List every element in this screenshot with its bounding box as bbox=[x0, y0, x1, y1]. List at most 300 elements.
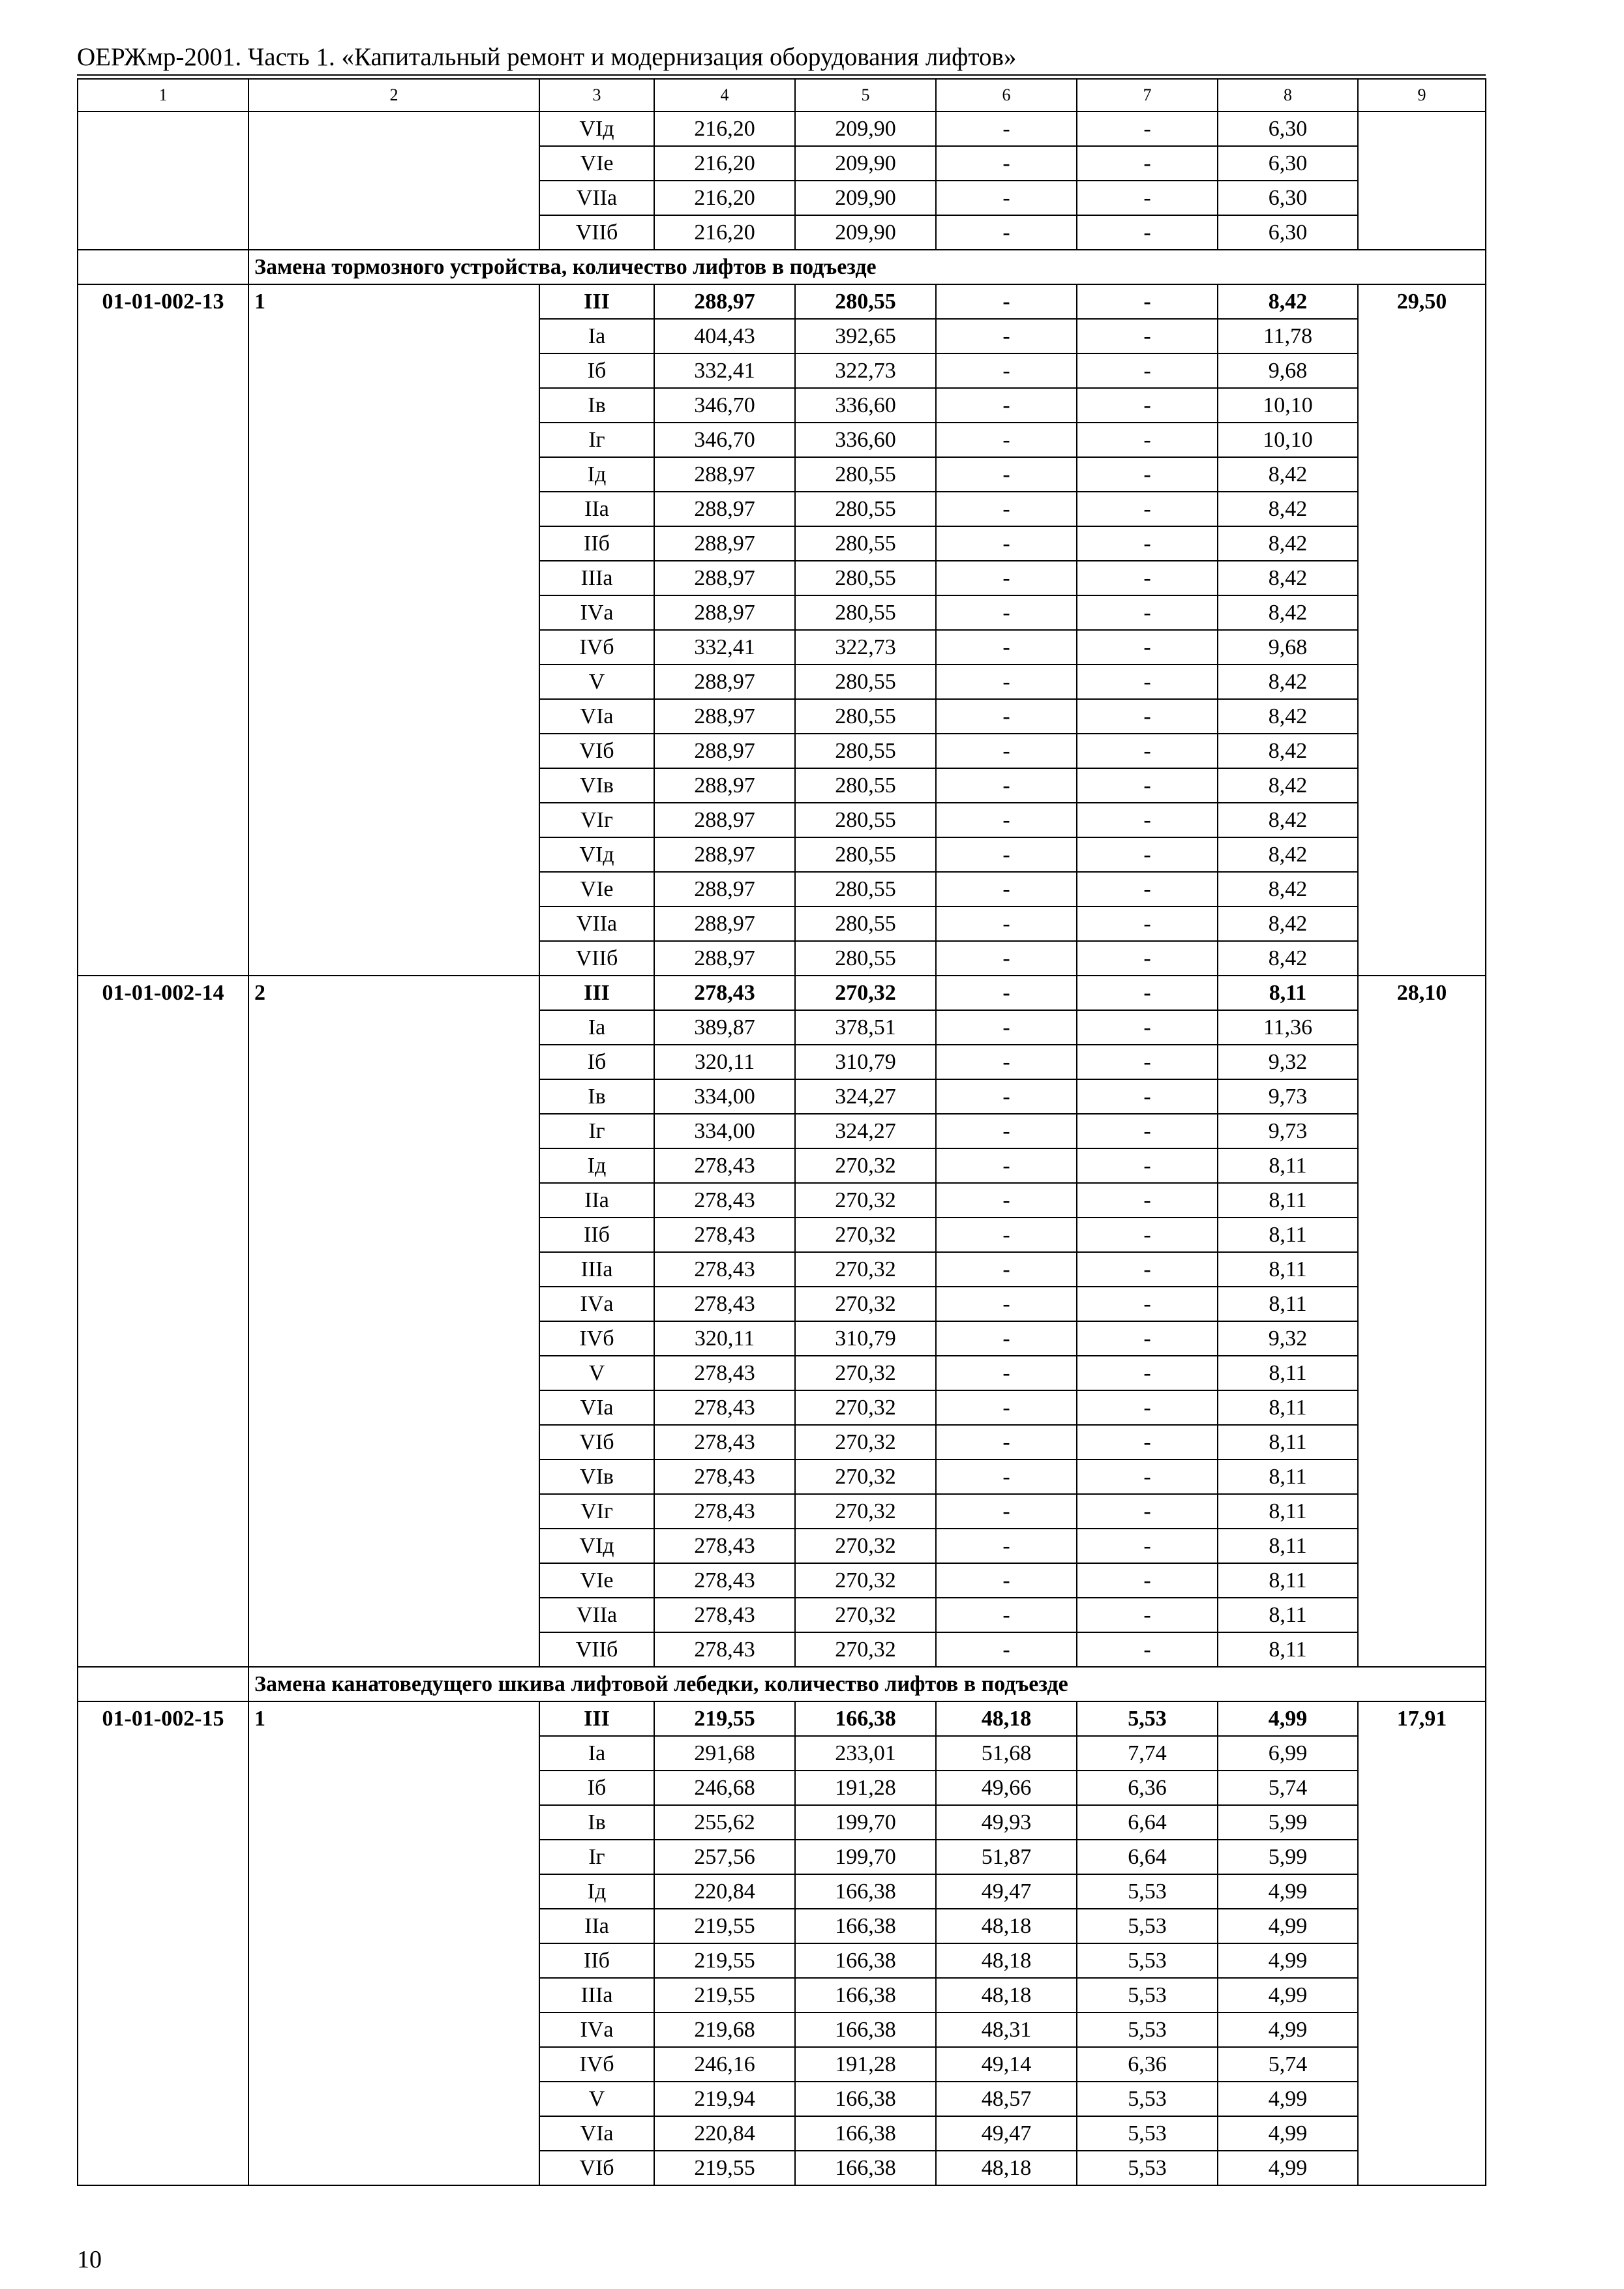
materials-cell: 8,11 bbox=[1218, 1356, 1358, 1390]
zone-cell: Iб bbox=[539, 1771, 654, 1805]
direct-cost-cell: 278,43 bbox=[654, 1183, 795, 1218]
table-body bbox=[78, 79, 1486, 2185]
direct-cost-cell: 278,43 bbox=[654, 1425, 795, 1459]
wage-cell: 166,38 bbox=[795, 1701, 936, 1736]
column-number-cell: 9 bbox=[1358, 79, 1486, 112]
machinist-wage-cell: - bbox=[1077, 284, 1218, 319]
wage-cell: 199,70 bbox=[795, 1805, 936, 1840]
machinist-wage-cell: 5,53 bbox=[1077, 1978, 1218, 2012]
lift-count-cell: 1 bbox=[248, 1701, 539, 2185]
direct-cost-cell: 346,70 bbox=[654, 423, 795, 457]
materials-cell: 5,74 bbox=[1218, 2047, 1358, 2082]
zone-cell: IIа bbox=[539, 1909, 654, 1943]
zone-cell: Iд bbox=[539, 1148, 654, 1183]
direct-cost-cell: 288,97 bbox=[654, 699, 795, 734]
machine-cost-cell: - bbox=[936, 630, 1077, 665]
column-number-cell: 8 bbox=[1218, 79, 1358, 112]
wage-cell: 280,55 bbox=[795, 492, 936, 526]
zone-cell: Iа bbox=[539, 1010, 654, 1045]
price-table-container bbox=[77, 78, 1486, 2186]
machinist-wage-cell: - bbox=[1077, 1321, 1218, 1356]
zone-cell: VIб bbox=[539, 1425, 654, 1459]
materials-cell: 8,11 bbox=[1218, 1183, 1358, 1218]
wage-cell: 378,51 bbox=[795, 1010, 936, 1045]
direct-cost-cell: 288,97 bbox=[654, 284, 795, 319]
direct-cost-cell: 219,55 bbox=[654, 1943, 795, 1978]
machine-cost-cell: 48,18 bbox=[936, 1909, 1077, 1943]
direct-cost-cell: 219,94 bbox=[654, 2082, 795, 2116]
materials-cell: 8,11 bbox=[1218, 1390, 1358, 1425]
header-rule bbox=[77, 74, 1486, 76]
wage-cell: 310,79 bbox=[795, 1321, 936, 1356]
zone-cell: Iа bbox=[539, 319, 654, 353]
wage-cell: 324,27 bbox=[795, 1114, 936, 1148]
machine-cost-cell: 48,18 bbox=[936, 2151, 1077, 2185]
zone-cell: VIIб bbox=[539, 941, 654, 976]
machine-cost-cell: - bbox=[936, 1045, 1077, 1079]
direct-cost-cell: 288,97 bbox=[654, 492, 795, 526]
machinist-wage-cell: - bbox=[1077, 595, 1218, 630]
materials-cell: 6,99 bbox=[1218, 1736, 1358, 1771]
wage-cell: 166,38 bbox=[795, 2116, 936, 2151]
direct-cost-cell: 257,56 bbox=[654, 1840, 795, 1874]
machinist-wage-cell: - bbox=[1077, 803, 1218, 837]
materials-cell: 6,30 bbox=[1218, 146, 1358, 181]
machine-cost-cell: 49,47 bbox=[936, 1874, 1077, 1909]
zone-cell: III bbox=[539, 1701, 654, 1736]
zone-cell: VIIб bbox=[539, 215, 654, 250]
labor-total-cell: 29,50 bbox=[1358, 284, 1486, 976]
wage-cell: 166,38 bbox=[795, 2012, 936, 2047]
price-table bbox=[77, 78, 1486, 2186]
machine-cost-cell: - bbox=[936, 768, 1077, 803]
machinist-wage-cell: - bbox=[1077, 1252, 1218, 1287]
machine-cost-cell: - bbox=[936, 1218, 1077, 1252]
direct-cost-cell: 288,97 bbox=[654, 837, 795, 872]
rate-code-cell: 01-01-002-15 bbox=[78, 1701, 248, 2185]
labor-total-cell: 28,10 bbox=[1358, 976, 1486, 1667]
machine-cost-cell: - bbox=[936, 319, 1077, 353]
machine-cost-cell: - bbox=[936, 388, 1077, 423]
wage-cell: 270,32 bbox=[795, 1183, 936, 1218]
machinist-wage-cell: - bbox=[1077, 526, 1218, 561]
materials-cell: 9,32 bbox=[1218, 1045, 1358, 1079]
direct-cost-cell: 219,55 bbox=[654, 1909, 795, 1943]
materials-cell: 4,99 bbox=[1218, 2116, 1358, 2151]
machine-cost-cell: - bbox=[936, 699, 1077, 734]
materials-cell: 11,36 bbox=[1218, 1010, 1358, 1045]
machinist-wage-cell: - bbox=[1077, 1356, 1218, 1390]
machine-cost-cell: 49,66 bbox=[936, 1771, 1077, 1805]
machinist-wage-cell: - bbox=[1077, 319, 1218, 353]
machinist-wage-cell: - bbox=[1077, 457, 1218, 492]
materials-cell: 8,42 bbox=[1218, 872, 1358, 906]
zone-cell: IIа bbox=[539, 1183, 654, 1218]
column-number-cell: 7 bbox=[1077, 79, 1218, 112]
zone-cell: VIг bbox=[539, 803, 654, 837]
zone-cell: VIе bbox=[539, 872, 654, 906]
machine-cost-cell: - bbox=[936, 1287, 1077, 1321]
zone-cell: VIб bbox=[539, 734, 654, 768]
machine-cost-cell: 48,31 bbox=[936, 2012, 1077, 2047]
zone-cell: VIIб bbox=[539, 1632, 654, 1667]
machinist-wage-cell: - bbox=[1077, 734, 1218, 768]
direct-cost-cell: 334,00 bbox=[654, 1079, 795, 1114]
zone-cell: IVб bbox=[539, 2047, 654, 2082]
section-title: Замена тормозного устройства, количество лифтов в подъезде bbox=[248, 250, 1486, 284]
machinist-wage-cell: 5,53 bbox=[1077, 1909, 1218, 1943]
table-row bbox=[78, 112, 1486, 146]
materials-cell: 4,99 bbox=[1218, 1978, 1358, 2012]
machinist-wage-cell: - bbox=[1077, 1632, 1218, 1667]
direct-cost-cell: 220,84 bbox=[654, 2116, 795, 2151]
machine-cost-cell: 49,14 bbox=[936, 2047, 1077, 2082]
direct-cost-cell: 216,20 bbox=[654, 181, 795, 215]
direct-cost-cell: 334,00 bbox=[654, 1114, 795, 1148]
zone-cell: VIд bbox=[539, 837, 654, 872]
machine-cost-cell: - bbox=[936, 112, 1077, 146]
machinist-wage-cell: 6,36 bbox=[1077, 1771, 1218, 1805]
materials-cell: 9,32 bbox=[1218, 1321, 1358, 1356]
materials-cell: 8,42 bbox=[1218, 906, 1358, 941]
direct-cost-cell: 288,97 bbox=[654, 872, 795, 906]
wage-cell: 270,32 bbox=[795, 1459, 936, 1494]
direct-cost-cell: 288,97 bbox=[654, 803, 795, 837]
wage-cell: 270,32 bbox=[795, 1252, 936, 1287]
machinist-wage-cell: 6,64 bbox=[1077, 1840, 1218, 1874]
machine-cost-cell: - bbox=[936, 284, 1077, 319]
machine-cost-cell: - bbox=[936, 1356, 1077, 1390]
machine-cost-cell: - bbox=[936, 1183, 1077, 1218]
zone-cell: VIд bbox=[539, 112, 654, 146]
direct-cost-cell: 404,43 bbox=[654, 319, 795, 353]
machinist-wage-cell: - bbox=[1077, 1598, 1218, 1632]
wage-cell: 280,55 bbox=[795, 768, 936, 803]
direct-cost-cell: 288,97 bbox=[654, 734, 795, 768]
direct-cost-cell: 332,41 bbox=[654, 630, 795, 665]
machinist-wage-cell: - bbox=[1077, 1390, 1218, 1425]
wage-cell: 209,90 bbox=[795, 112, 936, 146]
direct-cost-cell: 332,41 bbox=[654, 353, 795, 388]
machinist-wage-cell: - bbox=[1077, 1494, 1218, 1529]
table-row bbox=[78, 1701, 1486, 1736]
direct-cost-cell: 278,43 bbox=[654, 1148, 795, 1183]
labor-total-cell: 17,91 bbox=[1358, 1701, 1486, 2185]
machine-cost-cell: - bbox=[936, 1079, 1077, 1114]
machinist-wage-cell: - bbox=[1077, 112, 1218, 146]
direct-cost-cell: 389,87 bbox=[654, 1010, 795, 1045]
wage-cell: 270,32 bbox=[795, 1218, 936, 1252]
machinist-wage-cell: - bbox=[1077, 181, 1218, 215]
zone-cell: IVа bbox=[539, 595, 654, 630]
zone-cell: Iб bbox=[539, 353, 654, 388]
materials-cell: 9,68 bbox=[1218, 630, 1358, 665]
section-spacer-cell bbox=[78, 250, 248, 284]
column-number-cell: 6 bbox=[936, 79, 1077, 112]
materials-cell: 4,99 bbox=[1218, 1943, 1358, 1978]
column-number-cell: 2 bbox=[248, 79, 539, 112]
materials-cell: 8,42 bbox=[1218, 665, 1358, 699]
materials-cell: 8,42 bbox=[1218, 941, 1358, 976]
wage-cell: 280,55 bbox=[795, 837, 936, 872]
machine-cost-cell: - bbox=[936, 1010, 1077, 1045]
zone-cell: III bbox=[539, 976, 654, 1010]
direct-cost-cell: 291,68 bbox=[654, 1736, 795, 1771]
machinist-wage-cell: - bbox=[1077, 388, 1218, 423]
machine-cost-cell: - bbox=[936, 1494, 1077, 1529]
materials-cell: 8,42 bbox=[1218, 595, 1358, 630]
machine-cost-cell: - bbox=[936, 1425, 1077, 1459]
labor-total-cell bbox=[1358, 112, 1486, 250]
direct-cost-cell: 278,43 bbox=[654, 1632, 795, 1667]
materials-cell: 8,11 bbox=[1218, 1459, 1358, 1494]
machine-cost-cell: 48,18 bbox=[936, 1701, 1077, 1736]
zone-cell: VIIа bbox=[539, 181, 654, 215]
wage-cell: 166,38 bbox=[795, 1978, 936, 2012]
direct-cost-cell: 219,68 bbox=[654, 2012, 795, 2047]
zone-cell: IIIа bbox=[539, 1252, 654, 1287]
column-number-cell: 4 bbox=[654, 79, 795, 112]
machine-cost-cell: - bbox=[936, 457, 1077, 492]
wage-cell: 166,38 bbox=[795, 2151, 936, 2185]
zone-cell: IVа bbox=[539, 2012, 654, 2047]
materials-cell: 8,11 bbox=[1218, 1529, 1358, 1563]
zone-cell: IIа bbox=[539, 492, 654, 526]
machinist-wage-cell: - bbox=[1077, 906, 1218, 941]
materials-cell: 8,11 bbox=[1218, 1632, 1358, 1667]
materials-cell: 8,42 bbox=[1218, 526, 1358, 561]
wage-cell: 270,32 bbox=[795, 1425, 936, 1459]
machinist-wage-cell: - bbox=[1077, 215, 1218, 250]
machinist-wage-cell: - bbox=[1077, 146, 1218, 181]
zone-cell: Iг bbox=[539, 1840, 654, 1874]
machinist-wage-cell: - bbox=[1077, 353, 1218, 388]
direct-cost-cell: 216,20 bbox=[654, 146, 795, 181]
wage-cell: 324,27 bbox=[795, 1079, 936, 1114]
zone-cell: VIа bbox=[539, 699, 654, 734]
wage-cell: 336,60 bbox=[795, 423, 936, 457]
direct-cost-cell: 278,43 bbox=[654, 1459, 795, 1494]
wage-cell: 322,73 bbox=[795, 630, 936, 665]
wage-cell: 166,38 bbox=[795, 1874, 936, 1909]
zone-cell: Iв bbox=[539, 1079, 654, 1114]
machinist-wage-cell: - bbox=[1077, 1010, 1218, 1045]
direct-cost-cell: 288,97 bbox=[654, 768, 795, 803]
zone-cell: V bbox=[539, 1356, 654, 1390]
column-number-cell: 5 bbox=[795, 79, 936, 112]
materials-cell: 8,11 bbox=[1218, 1218, 1358, 1252]
machine-cost-cell: - bbox=[936, 1563, 1077, 1598]
wage-cell: 270,32 bbox=[795, 1287, 936, 1321]
wage-cell: 280,55 bbox=[795, 526, 936, 561]
zone-cell: VIе bbox=[539, 146, 654, 181]
zone-cell: VIб bbox=[539, 2151, 654, 2185]
machinist-wage-cell: - bbox=[1077, 1045, 1218, 1079]
machinist-wage-cell: 5,53 bbox=[1077, 2012, 1218, 2047]
direct-cost-cell: 246,16 bbox=[654, 2047, 795, 2082]
zone-cell: Iд bbox=[539, 1874, 654, 1909]
wage-cell: 270,32 bbox=[795, 1356, 936, 1390]
machine-cost-cell: - bbox=[936, 1598, 1077, 1632]
direct-cost-cell: 320,11 bbox=[654, 1045, 795, 1079]
zone-cell: VIа bbox=[539, 2116, 654, 2151]
materials-cell: 8,11 bbox=[1218, 1563, 1358, 1598]
zone-cell: IIIа bbox=[539, 561, 654, 595]
machine-cost-cell: - bbox=[936, 1459, 1077, 1494]
machinist-wage-cell: - bbox=[1077, 630, 1218, 665]
materials-cell: 4,99 bbox=[1218, 2012, 1358, 2047]
materials-cell: 8,11 bbox=[1218, 976, 1358, 1010]
direct-cost-cell: 216,20 bbox=[654, 112, 795, 146]
wage-cell: 322,73 bbox=[795, 353, 936, 388]
direct-cost-cell: 346,70 bbox=[654, 388, 795, 423]
machinist-wage-cell: 7,74 bbox=[1077, 1736, 1218, 1771]
materials-cell: 8,42 bbox=[1218, 457, 1358, 492]
machinist-wage-cell: 5,53 bbox=[1077, 1943, 1218, 1978]
wage-cell: 199,70 bbox=[795, 1840, 936, 1874]
machine-cost-cell: - bbox=[936, 423, 1077, 457]
machine-cost-cell: - bbox=[936, 941, 1077, 976]
materials-cell: 4,99 bbox=[1218, 2151, 1358, 2185]
machinist-wage-cell: 5,53 bbox=[1077, 2116, 1218, 2151]
machine-cost-cell: 48,18 bbox=[936, 1943, 1077, 1978]
materials-cell: 8,11 bbox=[1218, 1598, 1358, 1632]
materials-cell: 4,99 bbox=[1218, 1874, 1358, 1909]
machinist-wage-cell: - bbox=[1077, 1563, 1218, 1598]
zone-cell: IIб bbox=[539, 1943, 654, 1978]
wage-cell: 280,55 bbox=[795, 941, 936, 976]
machinist-wage-cell: - bbox=[1077, 1114, 1218, 1148]
direct-cost-cell: 278,43 bbox=[654, 1529, 795, 1563]
machinist-wage-cell: - bbox=[1077, 837, 1218, 872]
machinist-wage-cell: - bbox=[1077, 1287, 1218, 1321]
machine-cost-cell: - bbox=[936, 734, 1077, 768]
wage-cell: 280,55 bbox=[795, 699, 936, 734]
direct-cost-cell: 255,62 bbox=[654, 1805, 795, 1840]
wage-cell: 280,55 bbox=[795, 561, 936, 595]
machinist-wage-cell: - bbox=[1077, 1529, 1218, 1563]
direct-cost-cell: 278,43 bbox=[654, 1252, 795, 1287]
zone-cell: V bbox=[539, 665, 654, 699]
wage-cell: 280,55 bbox=[795, 872, 936, 906]
wage-cell: 209,90 bbox=[795, 146, 936, 181]
machine-cost-cell: - bbox=[936, 1529, 1077, 1563]
zone-cell: Iв bbox=[539, 1805, 654, 1840]
machine-cost-cell: - bbox=[936, 837, 1077, 872]
wage-cell: 336,60 bbox=[795, 388, 936, 423]
materials-cell: 8,11 bbox=[1218, 1287, 1358, 1321]
wage-cell: 191,28 bbox=[795, 1771, 936, 1805]
zone-cell: VIIа bbox=[539, 906, 654, 941]
direct-cost-cell: 278,43 bbox=[654, 1598, 795, 1632]
machine-cost-cell: 51,87 bbox=[936, 1840, 1077, 1874]
machinist-wage-cell: 5,53 bbox=[1077, 1701, 1218, 1736]
wage-cell: 280,55 bbox=[795, 803, 936, 837]
machine-cost-cell: 49,47 bbox=[936, 2116, 1077, 2151]
machinist-wage-cell: - bbox=[1077, 1425, 1218, 1459]
machine-cost-cell: - bbox=[936, 1114, 1077, 1148]
machine-cost-cell: - bbox=[936, 215, 1077, 250]
machinist-wage-cell: - bbox=[1077, 941, 1218, 976]
materials-cell: 5,74 bbox=[1218, 1771, 1358, 1805]
section-title: Замена канатоведущего шкива лифтовой лебедки, количество лифтов в подъезде bbox=[248, 1667, 1486, 1701]
wage-cell: 166,38 bbox=[795, 1909, 936, 1943]
wage-cell: 270,32 bbox=[795, 1563, 936, 1598]
machine-cost-cell: - bbox=[936, 665, 1077, 699]
materials-cell: 5,99 bbox=[1218, 1805, 1358, 1840]
machine-cost-cell: - bbox=[936, 353, 1077, 388]
direct-cost-cell: 278,43 bbox=[654, 1390, 795, 1425]
wage-cell: 280,55 bbox=[795, 906, 936, 941]
direct-cost-cell: 278,43 bbox=[654, 1356, 795, 1390]
machinist-wage-cell: 6,64 bbox=[1077, 1805, 1218, 1840]
materials-cell: 9,73 bbox=[1218, 1114, 1358, 1148]
machine-cost-cell: - bbox=[936, 1148, 1077, 1183]
zone-cell: Iг bbox=[539, 423, 654, 457]
page-number: 10 bbox=[77, 2246, 102, 2273]
materials-cell: 6,30 bbox=[1218, 181, 1358, 215]
direct-cost-cell: 278,43 bbox=[654, 1287, 795, 1321]
materials-cell: 11,78 bbox=[1218, 319, 1358, 353]
machine-cost-cell: - bbox=[936, 906, 1077, 941]
materials-cell: 8,11 bbox=[1218, 1425, 1358, 1459]
zone-cell: VIIа bbox=[539, 1598, 654, 1632]
zone-cell: Iг bbox=[539, 1114, 654, 1148]
wage-cell: 209,90 bbox=[795, 181, 936, 215]
materials-cell: 9,73 bbox=[1218, 1079, 1358, 1114]
machine-cost-cell: 51,68 bbox=[936, 1736, 1077, 1771]
machine-cost-cell: - bbox=[936, 146, 1077, 181]
zone-cell: VIв bbox=[539, 768, 654, 803]
direct-cost-cell: 278,43 bbox=[654, 1563, 795, 1598]
machine-cost-cell: - bbox=[936, 595, 1077, 630]
materials-cell: 10,10 bbox=[1218, 423, 1358, 457]
machinist-wage-cell: - bbox=[1077, 1079, 1218, 1114]
machine-cost-cell: - bbox=[936, 526, 1077, 561]
machinist-wage-cell: - bbox=[1077, 699, 1218, 734]
materials-cell: 4,99 bbox=[1218, 1701, 1358, 1736]
direct-cost-cell: 288,97 bbox=[654, 457, 795, 492]
zone-cell: VIд bbox=[539, 1529, 654, 1563]
rate-code-cell bbox=[78, 112, 248, 250]
wage-cell: 233,01 bbox=[795, 1736, 936, 1771]
wage-cell: 392,65 bbox=[795, 319, 936, 353]
machine-cost-cell: 48,18 bbox=[936, 1978, 1077, 2012]
direct-cost-cell: 220,84 bbox=[654, 1874, 795, 1909]
materials-cell: 8,42 bbox=[1218, 699, 1358, 734]
machinist-wage-cell: - bbox=[1077, 1148, 1218, 1183]
lift-count-cell: 1 bbox=[248, 284, 539, 976]
wage-cell: 310,79 bbox=[795, 1045, 936, 1079]
wage-cell: 209,90 bbox=[795, 215, 936, 250]
wage-cell: 166,38 bbox=[795, 2082, 936, 2116]
zone-cell: Iа bbox=[539, 1736, 654, 1771]
machinist-wage-cell: - bbox=[1077, 423, 1218, 457]
machinist-wage-cell: - bbox=[1077, 1218, 1218, 1252]
machinist-wage-cell: - bbox=[1077, 768, 1218, 803]
column-number-cell: 1 bbox=[78, 79, 248, 112]
direct-cost-cell: 278,43 bbox=[654, 1494, 795, 1529]
table-row bbox=[78, 284, 1486, 319]
direct-cost-cell: 288,97 bbox=[654, 906, 795, 941]
materials-cell: 8,42 bbox=[1218, 561, 1358, 595]
wage-cell: 280,55 bbox=[795, 595, 936, 630]
machinist-wage-cell: - bbox=[1077, 1459, 1218, 1494]
wage-cell: 270,32 bbox=[795, 1598, 936, 1632]
zone-cell: VIв bbox=[539, 1459, 654, 1494]
lift-count-cell bbox=[248, 112, 539, 250]
wage-cell: 270,32 bbox=[795, 1494, 936, 1529]
